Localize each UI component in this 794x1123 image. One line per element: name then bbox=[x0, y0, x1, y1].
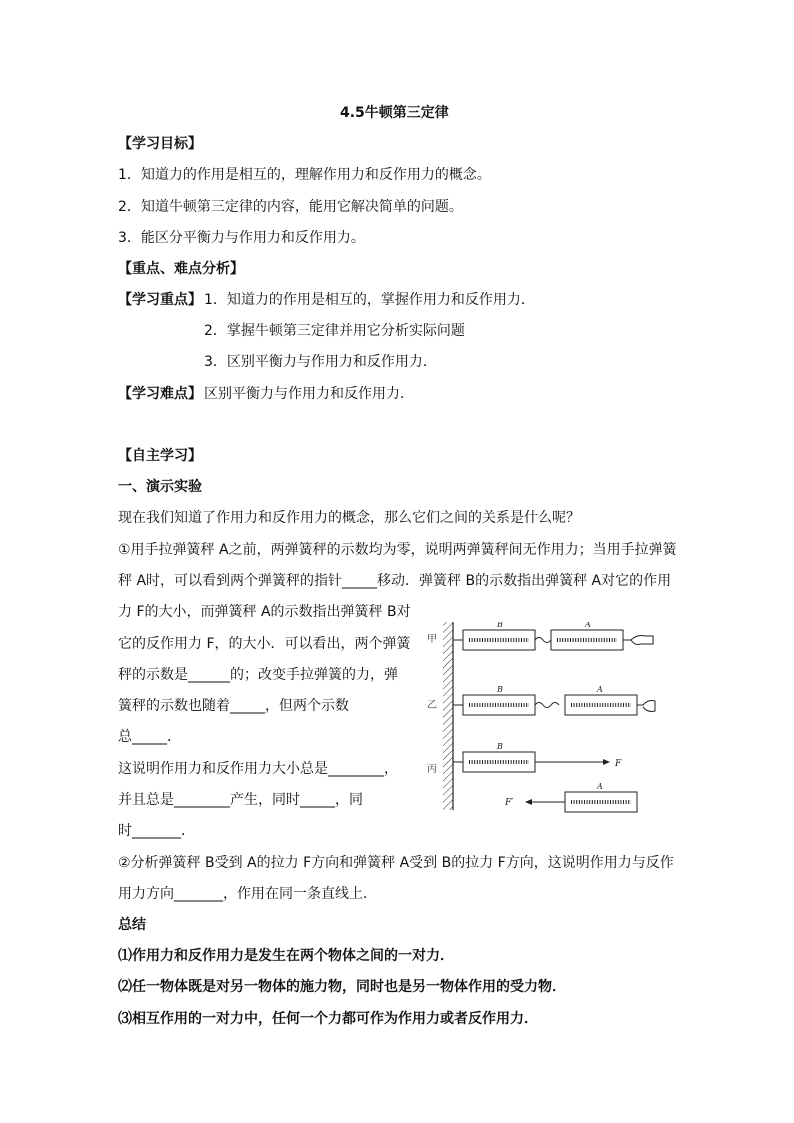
intro-paragraph: 现在我们知道了作用力和反作用力的概念，那么它们之间的关系是什么呢？ bbox=[118, 510, 580, 526]
objective-item: 2．知道牛顿第三定律的内容，能用它解决简单的问题。 bbox=[118, 199, 463, 215]
hand-row2 bbox=[637, 701, 655, 712]
svg-text:F: F bbox=[615, 759, 622, 769]
scale-b-row2 bbox=[453, 685, 535, 715]
paragraph-line: 簧秤的示数也随着_____，但两个示数 bbox=[118, 698, 349, 714]
scale-a-row1 bbox=[551, 622, 623, 650]
key-point-item: 1．知道力的作用是相互的，掌握作用力和反作用力． bbox=[204, 292, 535, 308]
summary-heading: 总结 bbox=[118, 917, 146, 933]
paragraph-line: 时_______． bbox=[118, 823, 195, 839]
svg-text:B: B bbox=[497, 685, 503, 694]
svg-text:A: A bbox=[597, 685, 603, 694]
summary-item: ⑶相互作用的一对力中，任何一个力都可作为作用力或者反作用力． bbox=[118, 1011, 538, 1027]
self-study-heading: 【自主学习】 bbox=[118, 448, 202, 464]
page-title: 4.5牛顿第三定律 bbox=[340, 105, 449, 121]
row-label-jia: 甲 bbox=[427, 634, 437, 645]
svg-text:B: B bbox=[497, 622, 503, 629]
wall bbox=[443, 622, 453, 810]
summary-item: ⑴作用力和反作用力是发生在两个物体之间的一对力． bbox=[118, 948, 454, 964]
paragraph-line: ②分析弹簧秤 B受到 A的拉力 F方向和弹簧秤 A受到 B的拉力 F方向，这说明作用力与反作 bbox=[118, 855, 674, 871]
svg-text:A: A bbox=[585, 622, 591, 629]
key-point-item: 3．区别平衡力与作用力和反作用力． bbox=[204, 354, 437, 370]
objective-item: 1．知道力的作用是相互的，理解作用力和反作用力的概念。 bbox=[118, 167, 491, 183]
difficulty-text: 区别平衡力与作用力和反作用力． bbox=[204, 386, 414, 402]
paragraph-line: 力 F的大小，而弹簧秤 A的示数指出弹簧秤 B对 bbox=[118, 604, 411, 620]
scale-b-row3 bbox=[453, 742, 535, 772]
spring-scale-figure bbox=[425, 622, 660, 822]
svg-text:F′: F′ bbox=[505, 798, 514, 808]
svg-text:B: B bbox=[497, 742, 503, 751]
paragraph-line: 这说明作用力和反作用力大小总是________， bbox=[118, 761, 398, 777]
hook-row1 bbox=[535, 638, 551, 643]
key-points-label: 【学习重点】 bbox=[118, 292, 202, 308]
force-arrow-f-prime bbox=[504, 798, 565, 808]
objectives-heading: 【学习目标】 bbox=[118, 136, 202, 152]
summary-item: ⑵任一物体既是对另一物体的施力物，同时也是另一物体作用的受力物． bbox=[118, 979, 566, 995]
objective-item: 3．能区分平衡力与作用力和反作用力。 bbox=[118, 230, 365, 246]
paragraph-line: 并且总是________产生，同时_____，同 bbox=[118, 792, 363, 808]
hook-row2 bbox=[535, 703, 559, 708]
hand-row1 bbox=[623, 636, 653, 645]
scale-a-row3 bbox=[565, 782, 637, 812]
row-label-bing: 丙 bbox=[427, 764, 437, 775]
difficulty-label: 【学习难点】 bbox=[118, 386, 202, 402]
section-demo-experiment: 一、演示实验 bbox=[118, 479, 202, 495]
scale-b-row1 bbox=[453, 622, 535, 650]
force-arrow-f bbox=[535, 759, 622, 769]
scale-a-row2 bbox=[565, 685, 637, 715]
paragraph-line: 秤的示数是______的；改变手拉弹簧的力，弹 bbox=[118, 667, 398, 683]
row-label-yi: 乙 bbox=[427, 700, 437, 711]
svg-text:A: A bbox=[597, 782, 603, 791]
key-point-item: 2．掌握牛顿第三定律并用它分析实际问题 bbox=[204, 323, 465, 339]
paragraph-line: 总_____． bbox=[118, 729, 181, 745]
paragraph-line: ①用手拉弹簧秤 A之前，两弹簧秤的示数均为零，说明两弹簧秤间无作用力；当用手拉弹簧 bbox=[118, 542, 677, 558]
paragraph-line: 秤 A时，可以看到两个弹簧秤的指针_____移动．弹簧秤 B的示数指出弹簧秤 A对它的作用 bbox=[118, 573, 672, 589]
paragraph-line: 它的反作用力 F，的大小．可以看出，两个弹簧 bbox=[118, 636, 411, 652]
paragraph-line: 用力方向_______，作用在同一条直线上． bbox=[118, 886, 377, 902]
analysis-heading: 【重点、难点分析】 bbox=[118, 261, 244, 277]
